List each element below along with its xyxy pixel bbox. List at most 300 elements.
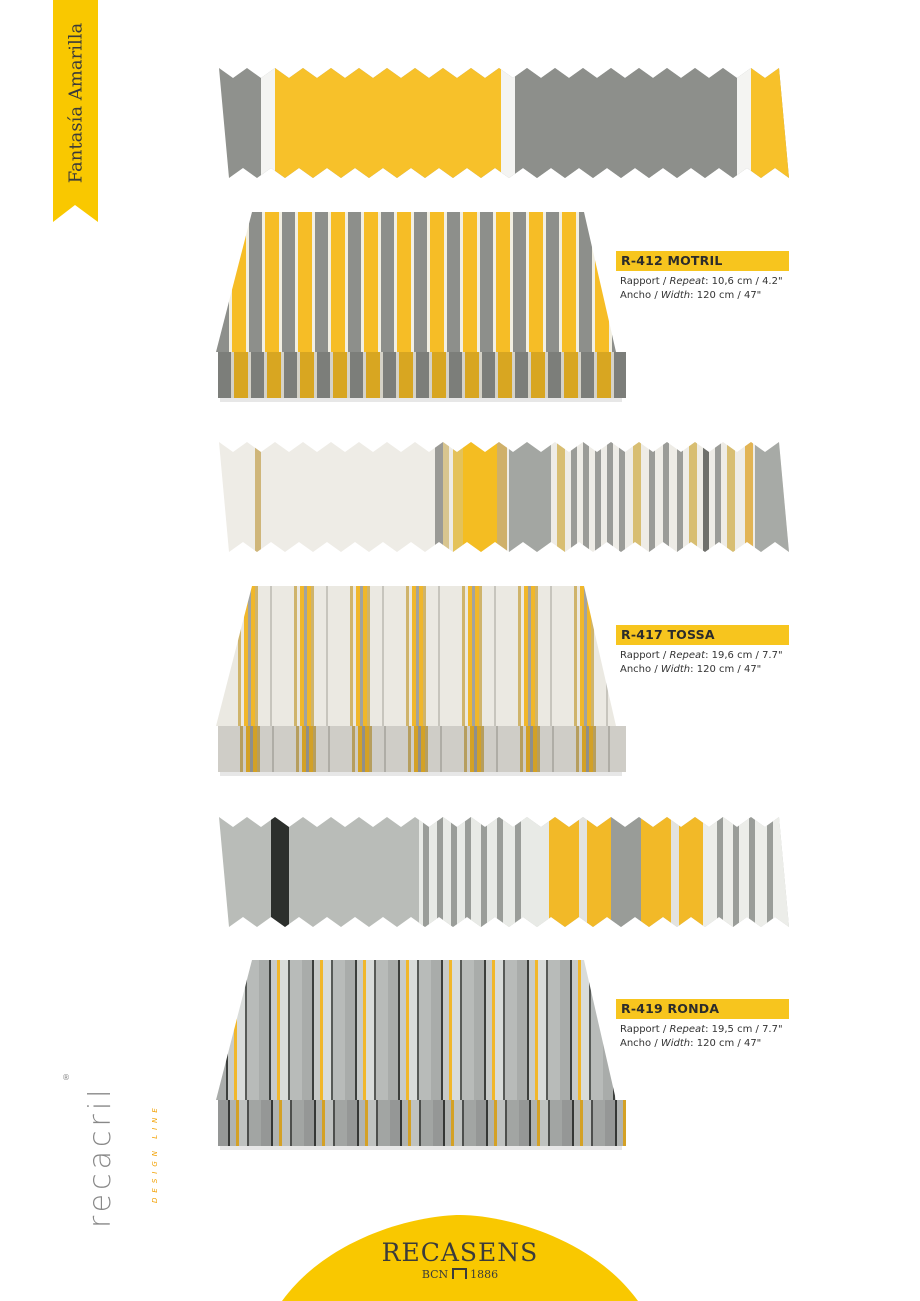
awning-valance-stripe — [428, 726, 440, 772]
awning-valance-stripe — [615, 1100, 617, 1146]
awning-stripe — [535, 960, 538, 1100]
awning-stripe — [595, 212, 609, 352]
awning-valance-stripe — [316, 726, 328, 772]
awning-valance-stripe — [465, 352, 479, 398]
awning-stripe — [486, 960, 492, 1100]
product-name: R-419 RONDA — [616, 999, 789, 1019]
awning-stripe — [398, 960, 400, 1100]
awning-stripe — [370, 586, 382, 726]
awning-stripe — [460, 212, 463, 352]
awning-valance-stripe — [218, 1100, 228, 1146]
awning-stripe — [572, 960, 578, 1100]
awning-valance-stripe — [330, 352, 333, 398]
awning-stripe — [315, 212, 328, 352]
awning-valance-stripe — [540, 726, 552, 772]
awning-stripe — [548, 960, 560, 1100]
awning-stripe — [376, 960, 388, 1100]
awning-valance-stripe — [494, 1100, 497, 1146]
collection-title: Fantasía Amarilla — [65, 22, 86, 183]
awning-stripe — [409, 586, 412, 726]
awning-stripe — [400, 960, 406, 1100]
awning-valance-stripe — [540, 1100, 548, 1146]
awning-valance-stripe — [369, 726, 372, 772]
awning-stripe — [496, 212, 510, 352]
awning-stripe — [297, 586, 300, 726]
awning-valance-stripe — [596, 726, 608, 772]
awning-stripe — [262, 212, 265, 352]
awning-stripe — [417, 960, 419, 1100]
awning-valance-stripe — [290, 1100, 292, 1146]
awning-valance-stripe — [304, 1100, 314, 1146]
awning-valance-stripe — [533, 726, 537, 772]
product-width: Ancho / Width: 120 cm / 47" — [620, 1038, 762, 1049]
awning-stripe — [394, 212, 397, 352]
awning-valance-stripe — [623, 1100, 626, 1146]
awning-stripe — [272, 586, 294, 726]
awning-stripe — [367, 586, 370, 726]
awning-valance-stripe — [495, 352, 498, 398]
product-name: R-417 TOSSA — [616, 625, 789, 645]
awning-render-ronda — [216, 960, 626, 1152]
awning-stripe — [546, 212, 559, 352]
awning-stripe — [609, 212, 612, 352]
awning-stripe — [282, 212, 295, 352]
awning-valance-stripe — [617, 1100, 623, 1146]
awning-stripe — [384, 586, 406, 726]
awning-stripe — [460, 960, 462, 1100]
awning-stripe — [426, 586, 438, 726]
awning-stripe — [578, 960, 581, 1100]
awning-stripe — [345, 212, 348, 352]
awning-valance-stripe — [574, 1100, 580, 1146]
awning-stripe — [363, 960, 366, 1100]
collection-ribbon — [53, 0, 98, 222]
awning-valance-stripe — [523, 726, 526, 772]
awning-stripe — [527, 960, 529, 1100]
awning-stripe — [237, 960, 245, 1100]
awning-valance-stripe — [218, 352, 231, 398]
awning-stripe — [606, 586, 608, 726]
awning-stripe — [591, 960, 603, 1100]
awning-stripe — [550, 586, 552, 726]
awning-stripe — [279, 212, 282, 352]
awning-valance-stripe — [284, 352, 297, 398]
awning-stripe — [295, 212, 298, 352]
awning-valance-stripe — [580, 1100, 583, 1146]
awning-valance-stripe — [376, 1100, 378, 1146]
awning-stripe — [333, 960, 345, 1100]
awning-valance-stripe — [608, 726, 610, 772]
awning-valance-stripe — [249, 1100, 261, 1146]
awning-stripe — [248, 586, 251, 726]
footer-brand-name: RECASENS — [381, 1238, 539, 1267]
awning-valance-stripe — [414, 726, 418, 772]
awning-valance-stripe — [578, 352, 581, 398]
awning-stripe — [423, 586, 426, 726]
awning-valance-stripe — [282, 1100, 290, 1146]
awning-stripe — [613, 960, 615, 1100]
product-width: Ancho / Width: 120 cm / 47" — [620, 664, 762, 675]
awning-stripe — [216, 586, 238, 726]
awning-stripe — [484, 960, 486, 1100]
footer-brand-sub: BCN 1886 — [421, 1268, 499, 1281]
awning-stripe — [331, 212, 345, 352]
awning-valance-stripe — [306, 726, 309, 772]
awning-stripe — [560, 960, 570, 1100]
awning-valance-stripe — [408, 1100, 411, 1146]
awning-valance-stripe — [330, 726, 352, 772]
awning-stripe — [364, 212, 378, 352]
awning-stripe — [529, 960, 535, 1100]
awning-valance-stripe — [358, 726, 362, 772]
footer-recasens — [0, 1215, 920, 1301]
awning-stripe — [427, 212, 430, 352]
awning-render-motril — [216, 212, 626, 404]
awning-stripe — [449, 960, 452, 1100]
awning-valance-stripe — [248, 352, 251, 398]
awning-render-tossa — [216, 586, 626, 778]
awning-stripe — [482, 586, 494, 726]
awning-valance-stripe — [445, 1100, 451, 1146]
awning-stripe — [409, 960, 417, 1100]
awning-stripe — [603, 960, 613, 1100]
registered-mark: ® — [62, 1073, 70, 1082]
awning-stripe — [360, 586, 363, 726]
awning-valance-stripe — [279, 1100, 282, 1146]
awning-valance-stripe — [411, 726, 414, 772]
awning-valance-stripe — [313, 726, 316, 772]
awning-valance-stripe — [240, 726, 243, 772]
awning-stripe — [443, 960, 449, 1100]
awning-valance-stripe — [230, 1100, 236, 1146]
awning-valance-stripe — [316, 1100, 322, 1146]
awning-stripe — [244, 586, 248, 726]
awning-valance-stripe — [576, 726, 579, 772]
awning-valance-stripe — [561, 352, 564, 398]
awning-valance-stripe — [281, 352, 284, 398]
awning-stripe — [579, 212, 592, 352]
awning-valance-stripe — [446, 352, 449, 398]
awning-valance-stripe — [257, 726, 260, 772]
awning-valance-stripe — [365, 726, 369, 772]
awning-valance-stripe — [477, 726, 481, 772]
awning-valance-stripe — [384, 726, 386, 772]
awning-stripe — [314, 960, 320, 1100]
awning-valance-stripe — [548, 352, 561, 398]
awning-valance-stripe — [400, 1100, 402, 1146]
awning-valance-stripe — [591, 1100, 593, 1146]
awning-stripe — [382, 586, 384, 726]
awning-stripe — [228, 960, 234, 1100]
awning-valance-stripe — [251, 352, 264, 398]
awning-valance-stripe — [528, 352, 531, 398]
awning-valance-stripe — [449, 352, 462, 398]
awning-stripe — [304, 586, 307, 726]
awning-stripe — [505, 960, 517, 1100]
awning-valance-stripe — [496, 726, 498, 772]
awning-valance-stripe — [328, 726, 330, 772]
awning-stripe — [552, 586, 574, 726]
awning-stripe — [366, 960, 374, 1100]
product-repeat: Rapport / Repeat: 19,5 cm / 7.7" — [620, 1024, 783, 1035]
awning-valance-stripe — [550, 1100, 562, 1146]
awning-valance-stripe — [474, 726, 477, 772]
awning-valance-stripe — [368, 1100, 376, 1146]
awning-stripe — [302, 960, 312, 1100]
awning-stripe — [397, 212, 411, 352]
awning-valance-stripe — [359, 1100, 365, 1146]
awning-stripe — [441, 960, 443, 1100]
awning-stripe — [290, 960, 302, 1100]
logo-tagline: DESIGN LINE — [151, 1103, 159, 1203]
product-card-ronda — [616, 999, 789, 1051]
awning-stripe — [246, 212, 249, 352]
awning-stripe — [503, 960, 505, 1100]
awning-valance-stripe — [451, 1100, 454, 1146]
product-card-tossa — [616, 625, 789, 677]
awning-valance-stripe — [512, 352, 515, 398]
awning-stripe — [331, 960, 333, 1100]
awning-valance-stripe — [322, 1100, 325, 1146]
awning-valance-stripe — [443, 1100, 445, 1146]
awning-valance-stripe — [486, 1100, 488, 1146]
awning-stripe — [581, 960, 589, 1100]
awning-valance-stripe — [365, 1100, 368, 1146]
awning-stripe — [353, 586, 356, 726]
awning-valance-stripe — [572, 1100, 574, 1146]
awning-valance-stripe — [581, 352, 594, 398]
awning-valance-stripe — [476, 1100, 486, 1146]
awning-valance-stripe — [552, 726, 554, 772]
awning-stripe — [576, 212, 579, 352]
awning-valance-stripe — [350, 352, 363, 398]
awning-valance-stripe — [218, 726, 240, 772]
awning-valance-stripe — [564, 352, 578, 398]
awning-valance-stripe — [296, 726, 299, 772]
awning-valance-stripe — [611, 352, 614, 398]
awning-valance-stripe — [239, 1100, 247, 1146]
awning-valance-stripe — [425, 726, 428, 772]
awning-stripe — [259, 960, 269, 1100]
awning-valance-stripe — [464, 726, 467, 772]
awning-valance-stripe — [234, 352, 248, 398]
awning-valance-stripe — [594, 352, 597, 398]
awning-valance-stripe — [228, 1100, 230, 1146]
awning-stripe — [538, 586, 550, 726]
awning-valance-stripe — [467, 726, 470, 772]
awning-stripe — [388, 960, 398, 1100]
awning-valance-stripe — [357, 1100, 359, 1146]
awning-stripe — [468, 586, 472, 726]
awning-stripe — [465, 586, 468, 726]
awning-stripe — [363, 586, 367, 726]
awning-stripe — [574, 586, 577, 726]
awning-valance-stripe — [250, 726, 253, 772]
awning-valance-stripe — [507, 1100, 519, 1146]
awning-stripe — [323, 960, 331, 1100]
product-width: Ancho / Width: 120 cm / 47" — [620, 290, 762, 301]
awning-stripe — [592, 212, 595, 352]
awning-valance-stripe — [531, 352, 545, 398]
awning-valance-stripe — [537, 1100, 540, 1146]
awning-valance-stripe — [498, 726, 520, 772]
awning-stripe — [444, 212, 447, 352]
awning-valance-stripe — [299, 726, 302, 772]
awning-valance-stripe — [347, 1100, 357, 1146]
awning-stripe — [543, 212, 546, 352]
awning-valance-stripe — [479, 352, 482, 398]
awning-stripe — [477, 212, 480, 352]
awning-valance-stripe — [273, 1100, 279, 1146]
awning-valance-stripe — [292, 1100, 304, 1146]
awning-stripe — [312, 212, 315, 352]
awning-valance-stripe — [363, 352, 366, 398]
product-repeat: Rapport / Repeat: 19,6 cm / 7.7" — [620, 650, 783, 661]
awning-stripe — [492, 960, 495, 1100]
awning-valance-stripe — [421, 1100, 433, 1146]
awning-stripe — [381, 212, 394, 352]
awning-stripe — [265, 212, 279, 352]
awning-valance-stripe — [526, 726, 530, 772]
awning-valance-stripe — [418, 726, 421, 772]
awning-valance-stripe — [347, 352, 350, 398]
awning-stripe — [216, 960, 226, 1100]
awning-valance-stripe — [333, 1100, 335, 1146]
awning-stripe — [513, 212, 526, 352]
awning-valance-stripe — [610, 726, 626, 772]
awning-valance-stripe — [515, 352, 528, 398]
product-name: R-412 MOTRIL — [616, 251, 789, 271]
awning-valance-stripe — [413, 352, 416, 398]
awning-valance-stripe — [464, 1100, 476, 1146]
awning-stripe — [452, 960, 460, 1100]
awning-valance-stripe — [355, 726, 358, 772]
awning-valance-stripe — [386, 726, 408, 772]
awning-valance-stripe — [537, 726, 540, 772]
awning-stripe — [311, 586, 314, 726]
awning-valance-stripe — [597, 352, 611, 398]
awning-valance-stripe — [366, 352, 380, 398]
awning-stripe — [414, 212, 427, 352]
awning-stripe — [526, 212, 529, 352]
awning-valance-stripe — [416, 352, 429, 398]
awning-valance-stripe — [314, 1100, 316, 1146]
awning-valance-stripe — [548, 1100, 550, 1146]
awning-valance-stripe — [253, 726, 257, 772]
awning-valance-stripe — [408, 726, 411, 772]
awning-valance-stripe — [383, 352, 396, 398]
product-repeat: Rapport / Repeat: 10,6 cm / 4.2" — [620, 276, 783, 287]
awning-stripe — [589, 960, 591, 1100]
awning-stripe — [270, 586, 272, 726]
awning-stripe — [361, 212, 364, 352]
awning-valance-stripe — [440, 726, 442, 772]
awning-stripe — [475, 586, 479, 726]
awning-stripe — [480, 212, 493, 352]
awning-valance-stripe — [442, 726, 464, 772]
awning-valance-stripe — [593, 1100, 605, 1146]
awning-valance-stripe — [531, 1100, 537, 1146]
fabric-swatch-ronda — [219, 817, 789, 927]
awning-stripe — [521, 586, 524, 726]
logo-wordmark: recacril — [83, 1085, 118, 1228]
awning-valance-stripe — [488, 1100, 494, 1146]
awning-stripe — [584, 586, 587, 726]
awning-valance-stripe — [300, 352, 314, 398]
awning-stripe — [447, 212, 460, 352]
awning-valance-stripe — [593, 726, 596, 772]
awning-valance-stripe — [260, 726, 272, 772]
awning-stripe — [570, 960, 572, 1100]
awning-stripe — [258, 586, 270, 726]
awning-valance-stripe — [335, 1100, 347, 1146]
awning-valance-stripe — [267, 352, 281, 398]
awning-stripe — [411, 212, 414, 352]
awning-stripe — [535, 586, 538, 726]
awning-stripe — [255, 586, 258, 726]
awning-stripe — [412, 586, 416, 726]
awning-stripe — [226, 960, 228, 1100]
awning-stripe — [510, 212, 513, 352]
awning-valance-stripe — [390, 1100, 400, 1146]
awning-stripe — [495, 960, 503, 1100]
awning-stripe — [524, 586, 528, 726]
awning-valance-stripe — [243, 726, 246, 772]
awning-valance-stripe — [432, 352, 446, 398]
awning-stripe — [350, 586, 353, 726]
awning-stripe — [320, 960, 323, 1100]
awning-stripe — [562, 212, 576, 352]
awning-valance-stripe — [586, 726, 589, 772]
awning-valance-stripe — [583, 1100, 591, 1146]
awning-valance-stripe — [421, 726, 425, 772]
awning-stripe — [419, 960, 431, 1100]
awning-stripe — [594, 586, 606, 726]
awning-stripe — [419, 586, 423, 726]
awning-stripe — [431, 960, 441, 1100]
awning-valance-stripe — [274, 726, 296, 772]
awning-valance-stripe — [261, 1100, 271, 1146]
awning-stripe — [328, 586, 350, 726]
awning-valance-stripe — [505, 1100, 507, 1146]
awning-stripe — [580, 586, 584, 726]
awning-stripe — [345, 960, 355, 1100]
awning-stripe — [356, 586, 360, 726]
awning-stripe — [271, 960, 277, 1100]
awning-stripe — [277, 960, 280, 1100]
awning-stripe — [538, 960, 546, 1100]
awning-valance-stripe — [399, 352, 413, 398]
awning-stripe — [518, 586, 521, 726]
awning-valance-stripe — [272, 726, 274, 772]
awning-valance-stripe — [302, 726, 306, 772]
awning-stripe — [216, 212, 229, 352]
awning-valance-stripe — [396, 352, 399, 398]
awning-valance-stripe — [352, 726, 355, 772]
awning-valance-stripe — [246, 726, 250, 772]
awning-stripe — [493, 212, 496, 352]
awning-valance-stripe — [402, 1100, 408, 1146]
awning-stripe — [559, 212, 562, 352]
awning-stripe — [238, 586, 241, 726]
awning-stripe — [462, 960, 474, 1100]
awning-stripe — [430, 212, 444, 352]
awning-stripe — [474, 960, 484, 1100]
awning-valance-stripe — [529, 1100, 531, 1146]
awning-valance-stripe — [247, 1100, 249, 1146]
awning-stripe — [328, 212, 331, 352]
awning-valance-stripe — [309, 726, 313, 772]
